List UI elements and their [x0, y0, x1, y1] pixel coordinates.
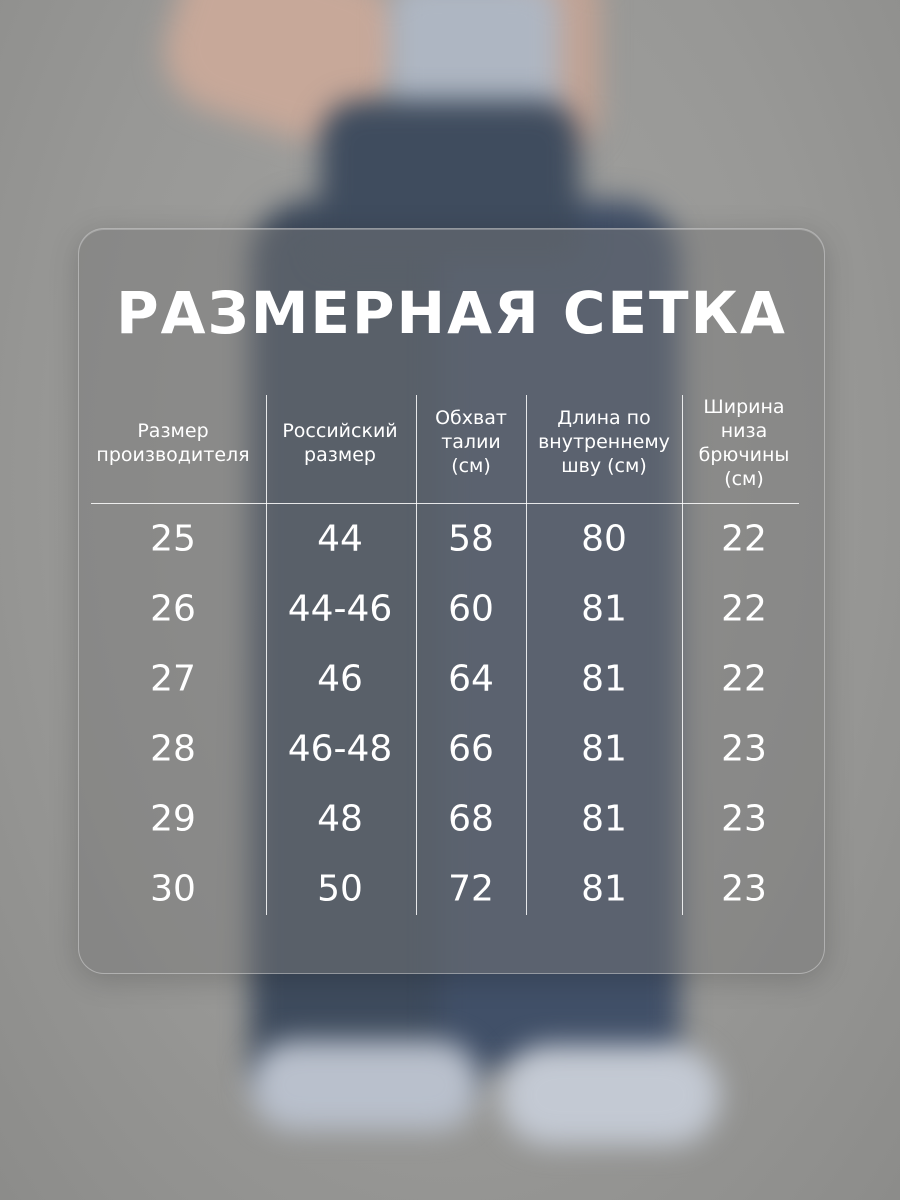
table-cell: 26 — [150, 588, 196, 630]
table-cell: 81 — [581, 798, 627, 840]
table-cell: 22 — [721, 518, 767, 560]
column-header-russian-size: Российский размер — [282, 420, 398, 466]
column-header-leg-opening: Ширина низа брючины (см) — [698, 396, 790, 490]
table-cell: 80 — [581, 518, 627, 560]
table-cell: 23 — [721, 728, 767, 770]
table-cell: 27 — [150, 658, 196, 700]
table-cell: 60 — [448, 588, 494, 630]
column-divider — [682, 395, 683, 915]
table-cell: 72 — [448, 868, 494, 910]
sneaker-left — [250, 1040, 480, 1130]
table-cell: 81 — [581, 588, 627, 630]
column-header-manufacturer-size: Размер производителя — [96, 420, 250, 466]
column-header-inseam: Длина по внутреннему шву (см) — [538, 407, 670, 477]
column-divider — [416, 395, 417, 915]
table-cell: 44 — [317, 518, 363, 560]
table-cell: 46-48 — [287, 728, 393, 770]
table-cell: 58 — [448, 518, 494, 560]
table-cell: 22 — [721, 588, 767, 630]
table-cell: 50 — [317, 868, 363, 910]
table-cell: 66 — [448, 728, 494, 770]
table-cell: 25 — [150, 518, 196, 560]
table-cell: 44-46 — [287, 588, 393, 630]
size-chart-title: РАЗМЕРНАЯ СЕТКА — [116, 279, 787, 347]
column-header-waist: Обхват талии (см) — [435, 407, 507, 477]
table-cell: 30 — [150, 868, 196, 910]
size-chart-card — [78, 228, 825, 974]
table-cell: 48 — [317, 798, 363, 840]
table-cell: 23 — [721, 868, 767, 910]
header-divider — [91, 503, 799, 504]
table-cell: 46 — [317, 658, 363, 700]
column-divider — [526, 395, 527, 915]
table-cell: 81 — [581, 868, 627, 910]
table-cell: 29 — [150, 798, 196, 840]
sneaker-right — [500, 1045, 720, 1145]
column-divider — [266, 395, 267, 915]
table-cell: 28 — [150, 728, 196, 770]
table-cell: 22 — [721, 658, 767, 700]
table-cell: 81 — [581, 658, 627, 700]
table-cell: 64 — [448, 658, 494, 700]
table-cell: 68 — [448, 798, 494, 840]
table-cell: 23 — [721, 798, 767, 840]
table-cell: 81 — [581, 728, 627, 770]
